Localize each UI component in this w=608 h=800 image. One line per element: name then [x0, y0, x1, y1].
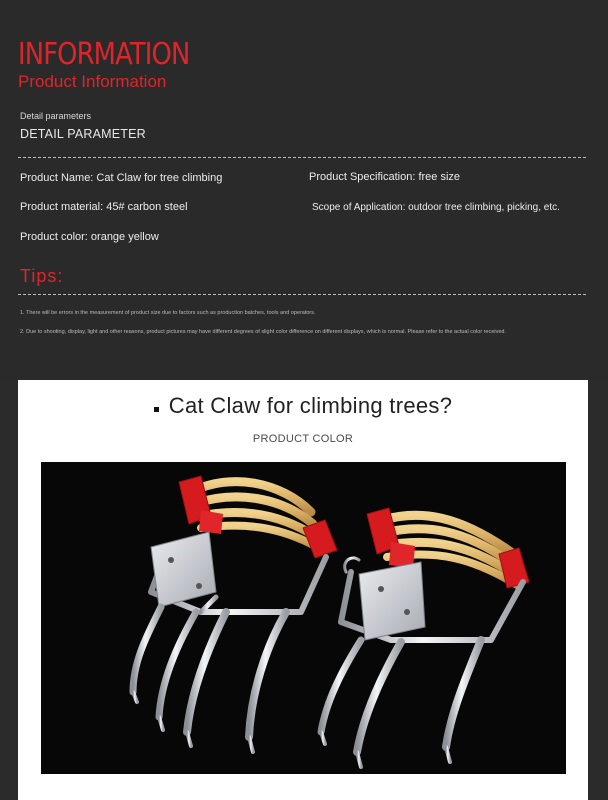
product-color-param: Product color: orange yellow: [20, 231, 159, 243]
product-title: [18, 393, 588, 419]
product-name-param: Product Name: Cat Claw for tree climbing: [20, 172, 223, 184]
dashed-divider: [18, 157, 586, 158]
scope-of-application-param: Scope of Application: outdoor tree climbing, picking, etc.: [312, 202, 560, 213]
left-claw: [133, 476, 337, 752]
tips-heading: Tips:: [20, 266, 64, 286]
detail-parameter-heading: DETAIL PARAMETER: [20, 127, 146, 141]
product-card: [18, 380, 588, 800]
tip-item: 2. Due to shooting, display, light and other reasons, product pictures may have different degrees of slight color difference on different displays, which is normal. Please refer to the actual color received.: [20, 329, 507, 335]
right-claw: [321, 508, 529, 767]
product-photo: [41, 462, 566, 774]
detail-parameters-label: Detail parameters: [20, 111, 92, 121]
product-material-param: Product material: 45# carbon steel: [20, 201, 188, 213]
product-information-subheading: Product Information: [18, 72, 167, 91]
information-heading: INFORMATION: [18, 37, 190, 72]
dashed-divider: [18, 294, 586, 295]
product-specification-param: Product Specification: free size: [309, 171, 461, 183]
information-section: [0, 0, 608, 380]
product-title-text: Cat Claw for climbing trees?: [168, 393, 453, 418]
cat-claw-climbing-spikes-image: [41, 462, 566, 774]
tip-item: 1. There will be errors in the measurement of product size due to factors such as production batches, tools and operators.: [20, 310, 316, 316]
product-color-label: PRODUCT COLOR: [252, 433, 354, 445]
bullet-icon: [154, 407, 159, 412]
